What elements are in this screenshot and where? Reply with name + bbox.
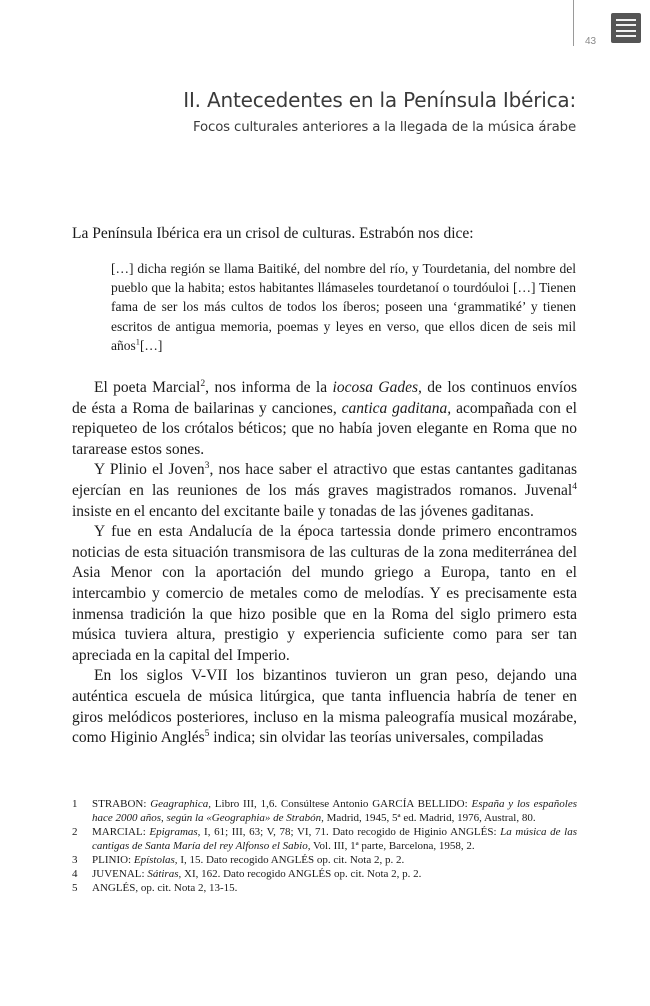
footnotes bbox=[72, 797, 577, 895]
footnote-5: 5 ANGLÉS, op. cit. Nota 2, 13-15. bbox=[72, 882, 238, 894]
quote-text: […] dicha región se llama Baitiké, del nombre del río, y Tourdetania, del nombre del pueblo que la habita; estos habitantes llámaseles tourdetanoí o tourdóuloi […] Tienen fama de ser los más cultos de todos los íberos; poseen una ‘grammatiké’ y tienen escritos de antigua memoria, poemas y leyes en verso, que ellos dicen de seis mil años bbox=[111, 261, 576, 353]
footnote-1: 1 STRABON: Geagraphica, Libro III, 1,6. Consúltese Antonio GARCÍA BELLIDO: España y los españoles hace 2000 años, según la «Geographia» de Strabón, Madrid, 1945, 5ª ed. Madrid, 1976, Austral, 80. bbox=[72, 798, 577, 824]
footnote-ref-2[interactable]: 2 bbox=[200, 377, 206, 389]
header-divider bbox=[573, 0, 574, 46]
footnote-ref-4[interactable]: 4 bbox=[572, 480, 577, 492]
chapter-title: II. Antecedentes en la Península Ibérica: bbox=[183, 88, 576, 112]
paragraph-bizantinos: En los siglos V-VII los bizantinos tuvieron un gran peso, dejando una auténtica escuela de música litúrgica, que tanta influencia habría de tener en giros melódicos posteriores, incluso en la misma paleografía musical mozárabe, como Higinio Anglés$^5$ indica; sin olvidar las teorías universales, compiladas bbox=[72, 667, 577, 747]
paragraph-andalucia: Y fue en esta Andalucía de la época tartessia donde primero encontramos noticias de esta situación transmisora de las culturas de la zona mediterránea del Asia Menor con la aportación del mundo griego a Europa, tanto en el intercambio y comercio de metales como de melodías. Y es precisamente esta inmensa tradición la que hizo posible que en la Roma del siglo primero esta música tuviera altura, prestigio y experiencia suficiente como para ser tan apreciada en la capital del Imperio. bbox=[72, 523, 577, 664]
page-number: 43 bbox=[585, 36, 597, 47]
block-quote bbox=[111, 259, 576, 355]
menu-button[interactable] bbox=[611, 13, 641, 43]
footnote-2: 2 MARCIAL: Epigramas, I, 61; III, 63; V, 78; VI, 71. Dato recogido de Higinio ANGLÉS: La música de las cantigas de Santa María del rey Alfonso el Sabio, Vol. III, 1ª parte, Barcelona, 1958, 2. bbox=[72, 826, 578, 852]
footnote-4: 4 JUVENAL: Sátiras, XI, 162. Dato recogido ANGLÉS op. cit. Nota 2, p. 2. bbox=[72, 868, 422, 880]
paragraph-plinio: Y Plinio el Joven$^3$, nos hace saber el atractivo que estas cantantes gaditanas ejercían en las reuniones de los más graves magistrados romanos. Juvenal$^4$ insiste en el encanto del excitante baile y tonadas de las jóvenes gaditanas. bbox=[72, 460, 577, 520]
footnote-ref-1[interactable]: 1 bbox=[135, 337, 140, 347]
paragraph-marcial: El poeta Marcial$^2$, nos informa de la iocosa Gades, de los continuos envíos de ésta a Roma de bailarinas y canciones, cantica gaditana, acompañada con el repiqueteo de los crótalos béticos; que no había joven elegante en Roma que no tararease estos sones. bbox=[72, 377, 577, 458]
footnote-3: 3 PLINIO: Epístolas, I, 15. Dato recogido ANGLÉS op. cit. Nota 2, p. 2. bbox=[72, 854, 405, 866]
footnote-ref-5[interactable]: 5 bbox=[204, 727, 210, 739]
chapter-subtitle: Focos culturales anteriores a la llegada de la música árabe bbox=[193, 120, 576, 135]
intro-paragraph: La Península Ibérica era un crisol de culturas. Estrabón nos dice: bbox=[72, 225, 474, 242]
body-text bbox=[72, 378, 577, 749]
footnote-ref-3[interactable]: 3 bbox=[204, 460, 210, 472]
quote-tail: […] bbox=[139, 337, 163, 353]
hamburger-menu-icon bbox=[616, 19, 636, 37]
